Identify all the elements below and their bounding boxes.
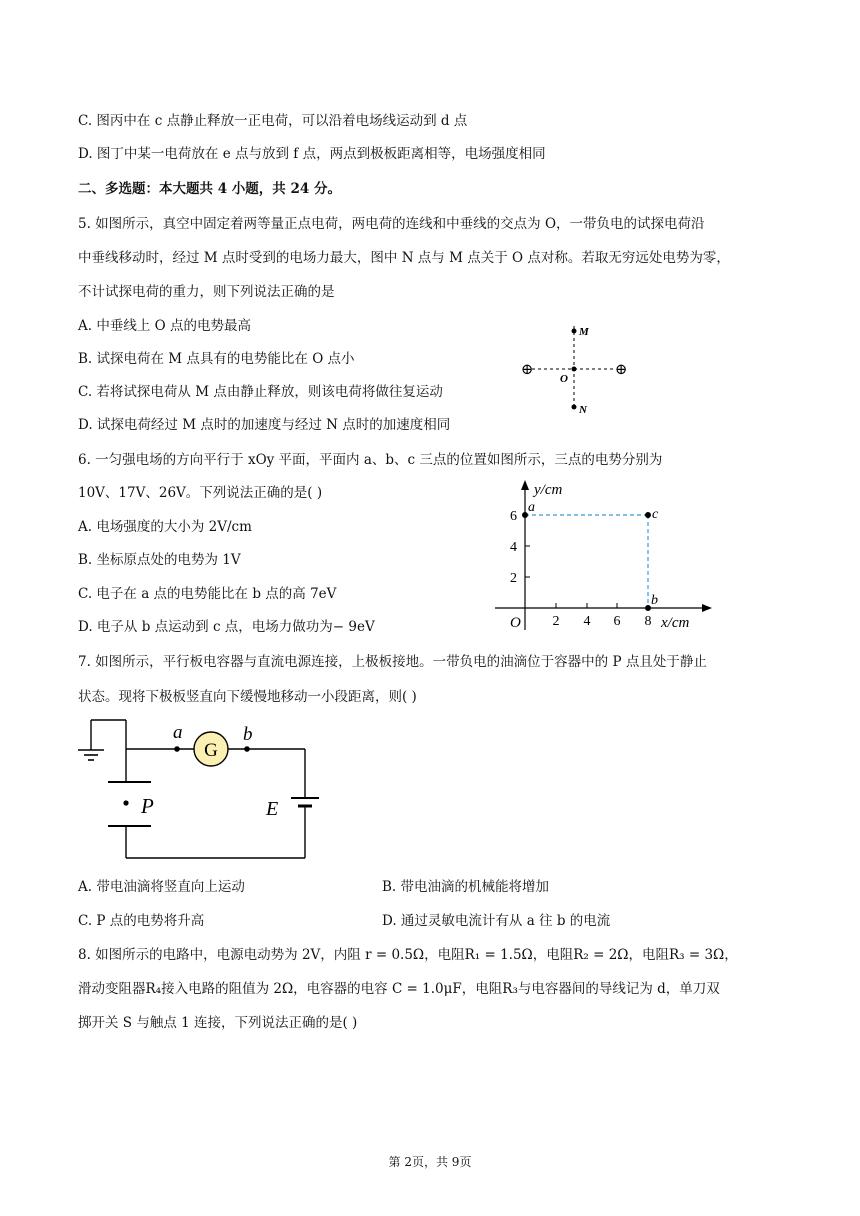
page-footer: 第 2页，共 9页 [388, 1155, 472, 1169]
q7-option-c: C. P 点的电势将升高 [78, 913, 205, 929]
oil-drop-dot [123, 800, 128, 805]
q5-stem-line2: 中垂线移动时，经过 M 点时受到的电场力最大，图中 N 点与 M 点关于 O 点对称。若取无穷远处电势为零， [78, 250, 730, 266]
q8-stem-line2: 滑动变阻器R₄接入电路的阻值为 2Ω，电容器的电容 C = 1.0μF，电阻R₃与电容器间的导线记为 d，单刀双 [78, 981, 720, 997]
point-c-dot [645, 512, 651, 518]
x-tick-label: 8 [644, 614, 652, 629]
right-positive-charge: ⊕ [614, 362, 628, 378]
q7-option-a: A. 带电油滴将竖直向上运动 [78, 879, 245, 895]
q7-option-d: D. 通过灵敏电流计有从 a 往 b 的电流 [382, 913, 611, 929]
label-p: P [141, 794, 154, 818]
x-axis-arrow-icon [702, 604, 712, 612]
q7-stem-line2: 状态。现将下极板竖直向下缓慢地移动一小段距离，则( ) [78, 689, 417, 705]
q5-option-c: C. 若将试探电荷从 M 点由静止释放，则该电荷将做往复运动 [78, 384, 443, 400]
q6-option-c: C. 电子在 a 点的电势能比在 b 点的高 7eV [78, 586, 337, 602]
prev-option-d: D. 图丁中某一电荷放在 e 点与放到 f 点，两点到极板距离相等，电场强度相同 [78, 146, 546, 162]
point-n-dot [572, 405, 577, 410]
point-m-dot [572, 329, 577, 334]
label-n: N [579, 404, 587, 416]
q6-stem-line2: 10V、17V、26V。下列说法正确的是( ) [78, 485, 323, 501]
y-axis-arrow-icon [521, 480, 529, 490]
label-b: b [243, 724, 253, 745]
q5-option-b: B. 试探电荷在 M 点具有的电势能比在 O 点小 [78, 351, 355, 367]
left-positive-charge: ⊕ [520, 362, 534, 378]
y-tick-label: 6 [510, 509, 517, 524]
q5-option-a: A. 中垂线上 O 点的电势最高 [78, 318, 251, 334]
y-tick-label: 4 [510, 540, 517, 555]
q6-option-b: B. 坐标原点处的电势为 1V [78, 552, 241, 568]
q8-stem-line1: 8. 如图所示的电路中，电源电动势为 2V，内阻 r = 0.5Ω，电阻R₁ = 1.5Ω，电阻R₂ = 2Ω，电阻R₃ = 3Ω， [78, 947, 738, 963]
node-b-dot [244, 746, 250, 752]
label-b: b [651, 593, 658, 608]
q7-circuit-figure [76, 718, 326, 866]
label-c: c [652, 507, 659, 522]
q5-stem-line1: 5. 如图所示，真空中固定着两等量正点电荷，两电荷的连线和中垂线的交点为 O，一带负电的试探电荷沿 [78, 216, 705, 232]
x-axis-label: x/cm [661, 615, 690, 631]
point-o-dot [572, 367, 577, 372]
section-heading: 二、多选题：本大题共 4 小题，共 24 分。 [78, 181, 341, 197]
q6-coordinate-figure [490, 475, 715, 635]
x-tick-label: 6 [613, 614, 621, 629]
x-tick-label: 4 [583, 614, 591, 629]
label-m: M [579, 326, 589, 338]
prev-option-c: C. 图丙中在 c 点静止释放一正电荷，可以沿着电场线运动到 d 点 [78, 113, 468, 129]
galvanometer-label: G [204, 740, 218, 761]
q8-stem-line3: 掷开关 S 与触点 1 连接，下列说法正确的是( ) [78, 1015, 358, 1031]
q6-stem-line1: 6. 一匀强电场的方向平行于 xOy 平面，平面内 a、b、c 三点的位置如图所示，三点的电势分别为 [78, 452, 663, 468]
q5-stem-line3: 不计试探电荷的重力，则下列说法正确的是 [78, 284, 335, 300]
origin-label: O [510, 615, 521, 631]
q5-option-d: D. 试探电荷经过 M 点时的加速度与经过 N 点时的加速度相同 [78, 417, 451, 433]
q7-stem-line1: 7. 如图所示，平行板电容器与直流电源连接，上极板接地。一带负电的油滴位于容器中的 P 点且处于静止 [78, 654, 707, 670]
q7-option-b: B. 带电油滴的机械能将增加 [382, 879, 550, 895]
label-e: E [266, 798, 279, 820]
q5-charge-figure [510, 318, 640, 418]
q6-option-a: A. 电场强度的大小为 2V/cm [78, 519, 252, 535]
y-axis-label: y/cm [534, 482, 563, 498]
label-a: a [173, 722, 183, 743]
label-o: O [560, 373, 568, 385]
y-tick-label: 2 [510, 571, 517, 586]
x-tick-label: 2 [552, 614, 560, 629]
label-a: a [528, 500, 535, 515]
q6-option-d: D. 电子从 b 点运动到 c 点，电场力做功为− 9eV [78, 619, 375, 635]
node-a-dot [174, 746, 180, 752]
